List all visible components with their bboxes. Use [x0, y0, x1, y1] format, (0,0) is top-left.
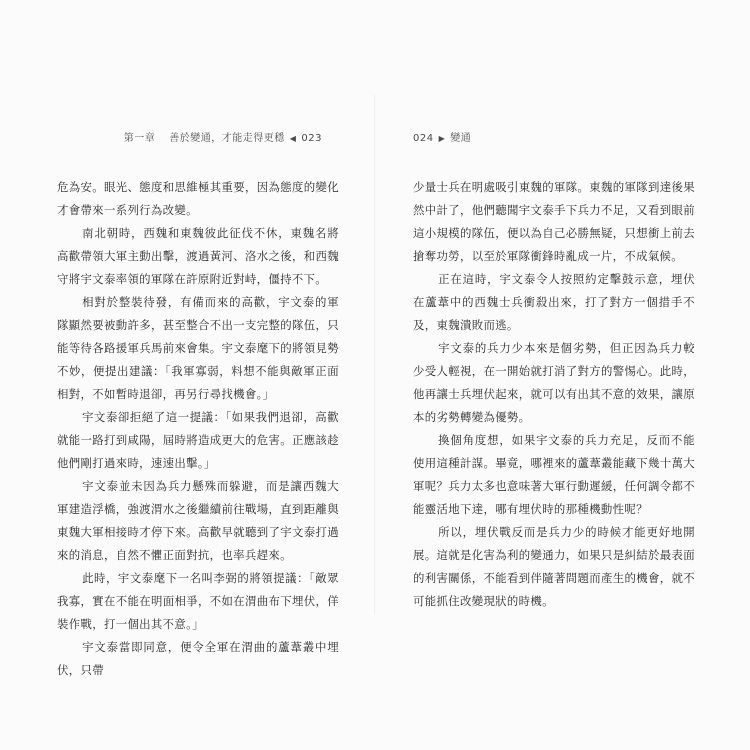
- paragraph: 相對於整裝待發，有備而來的高歡，宇文泰的軍隊顯然要被動許多，甚至整合不出一支完整的隊伍，只能等待各路援軍兵馬前來會集。宇文泰麾下的將領見勢不妙，便提出建議：「我軍寡弱，料想不能與敵軍正面相對，不如暫時退卻，再另行尋找機會。」: [57, 295, 339, 401]
- right-running-head: [413, 129, 471, 144]
- paragraph: 危為安。眼光、態度和思維極其重要，因為態度的變化才會帶來一系列行為改變。: [57, 180, 339, 217]
- left-page-number: 023: [301, 133, 322, 144]
- paragraph: 南北朝時，西魏和東魏彼此征伐不休，東魏名將高歡帶領大軍主動出擊，渡過黃河、洛水之後，和西魏守將宇文泰率領的軍隊在許原附近對峙，僵持不下。: [57, 226, 339, 286]
- book-gutter: [374, 95, 376, 615]
- paragraph: 此時，宇文泰麾下一名叫李弼的將領提議：「敵眾我寡，實在不能在明面相爭，不如在渭曲布下埋伏，佯裝作戰，打一個出其不意。」: [57, 571, 339, 631]
- left-page-body: [57, 176, 339, 682]
- paragraph: 宇文泰卻拒絕了這一提議：「如果我們退卻，高歡就能一路打到咸陽，屆時將造成更大的危害。正應該趁他們剛打過來時，速速出擊。」: [57, 410, 339, 470]
- right-arrow-icon: ▶: [438, 134, 446, 143]
- paragraph: 宇文泰的兵力少本來是個劣勢，但正因為兵力較少受人輕視，在一開始就打消了對方的警惕心。此時，他再讓士兵埋伏起來，就可以有出其不意的效果，讓原本的劣勢轉變為優勢。: [413, 341, 695, 424]
- book-title: 變通: [450, 133, 472, 144]
- paragraph: 正在這時，宇文泰令人按照約定擊鼓示意，埋伏在蘆葦中的西魏士兵衝殺出來，打了對方一個措手不及，東魏潰敗而逃。: [413, 272, 695, 332]
- paragraph: 換個角度想，如果宇文泰的兵力充足，反而不能使用這種計謀。畢竟，哪裡來的蘆葦叢能藏下幾十萬大軍呢？兵力太多也意味著大軍行動遲緩，任何調令都不能靈活地下達，哪有埋伏時的那種機動性呢？: [413, 433, 695, 516]
- chapter-label: 第一章: [123, 133, 156, 144]
- paragraph: 宇文泰並未因為兵力懸殊而躲避，而是讓西魏大軍建造浮橋，強渡渭水之後繼續前往戰場，直到距離與東魏大軍相接時才停下來。高歡早就聽到了宇文泰打過來的消息，自然不懼正面對抗，也率兵趕來。: [57, 479, 339, 562]
- paragraph: 所以，埋伏戰反而是兵力少的時候才能更好地開展。這就是化害為利的變通力，如果只是糾結於最表面的利害關係，不能看到伴隨著問題而產生的機會，就不可能抓住改變現狀的時機。: [413, 525, 695, 608]
- paragraph: 少量士兵在明處吸引東魏的軍隊。東魏的軍隊到達後果然中計了，他們聽聞宇文泰手下兵力不足，又看到眼前這小規模的隊伍，便以為自己必勝無疑，只想衝上前去搶奪功勞，以至於軍隊衝鋒時亂成一片，不成氣候。: [413, 180, 695, 263]
- left-arrow-icon: ◀: [289, 134, 297, 143]
- chapter-title: 善於變通，才能走得更穩: [169, 133, 285, 144]
- right-page-number: 024: [413, 133, 434, 144]
- left-running-head: [124, 129, 322, 144]
- paragraph: 宇文泰當即同意，便令全軍在渭曲的蘆葦叢中埋伏，只帶: [57, 640, 339, 677]
- right-page-body: [413, 176, 695, 613]
